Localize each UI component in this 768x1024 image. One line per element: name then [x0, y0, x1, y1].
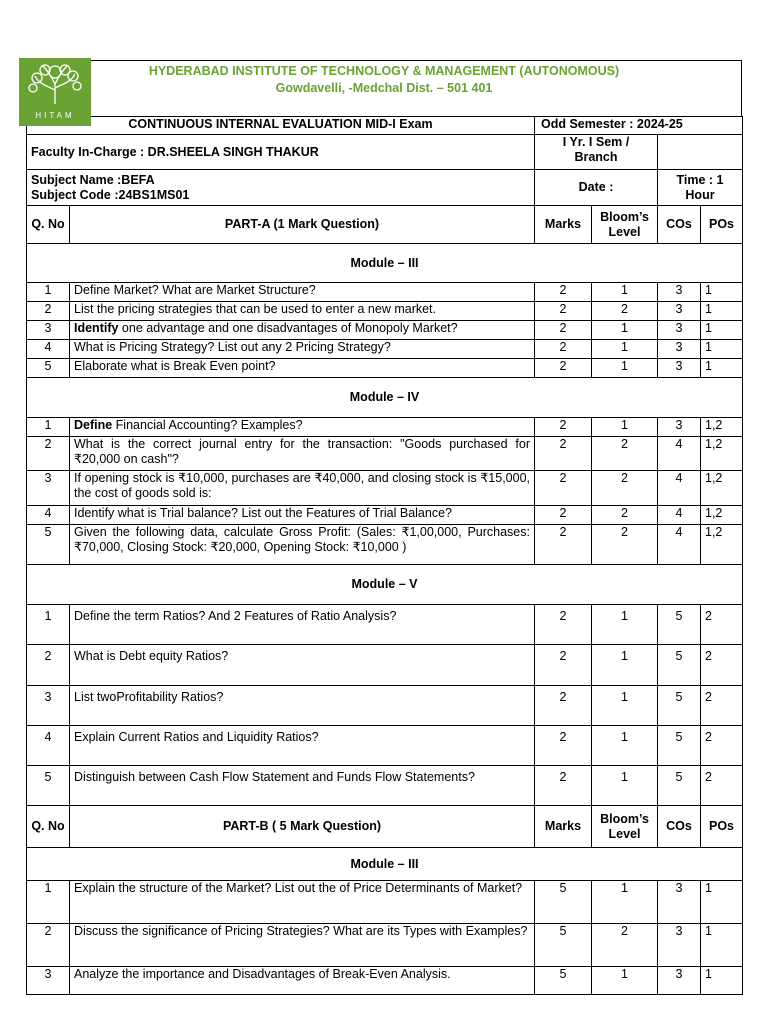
question-number: 2	[27, 645, 70, 686]
question-marks: 2	[535, 283, 592, 302]
question-po: 1	[701, 359, 743, 378]
question-po: 1	[701, 283, 743, 302]
question-marks: 2	[535, 605, 592, 645]
question-body: Analyze the importance and Disadvantages of Break-Even Analysis.	[74, 967, 451, 981]
question-po: 1	[701, 321, 743, 340]
question-text	[70, 471, 535, 506]
institute-address: Gowdavelli, -Medchal Dist. – 501 401	[275, 81, 493, 95]
question-lead-word: Identify	[74, 321, 119, 335]
question-bloom-level: 2	[592, 924, 658, 967]
semester: Odd Semester : 2024-25	[535, 117, 743, 135]
question-co: 4	[658, 506, 701, 525]
question-co: 5	[658, 766, 701, 806]
question-row	[27, 605, 743, 645]
question-po: 1,2	[701, 471, 743, 506]
question-row	[27, 321, 743, 340]
part-b-qno-header: Q. No	[27, 806, 70, 848]
question-marks: 2	[535, 766, 592, 806]
question-marks: 2	[535, 302, 592, 321]
module-heading: Module – V	[27, 565, 743, 605]
question-marks: 2	[535, 340, 592, 359]
question-number: 4	[27, 506, 70, 525]
question-body: Explain the structure of the Market? List out the of Price Determinants of Market?	[74, 881, 523, 895]
question-body: Define Market? What are Market Structure?	[74, 283, 316, 297]
part-a-qno-header: Q. No	[27, 206, 70, 244]
question-number: 3	[27, 471, 70, 506]
question-co: 5	[658, 645, 701, 686]
question-number: 3	[27, 686, 70, 726]
year-branch-value	[658, 135, 743, 170]
part-a-title: PART-A (1 Mark Question)	[70, 206, 535, 244]
question-bloom-level: 1	[592, 881, 658, 924]
question-marks: 2	[535, 506, 592, 525]
question-number: 1	[27, 283, 70, 302]
question-bloom-level: 2	[592, 437, 658, 471]
question-row	[27, 645, 743, 686]
question-text	[70, 506, 535, 525]
question-po: 1	[701, 302, 743, 321]
part-b-pos-header: POs	[701, 806, 743, 848]
question-number: 1	[27, 605, 70, 645]
question-text	[70, 967, 535, 995]
question-body: List the pricing strategies that can be used to enter a new market.	[74, 302, 437, 316]
question-marks: 2	[535, 471, 592, 506]
question-row	[27, 924, 743, 967]
question-number: 1	[27, 881, 70, 924]
question-row	[27, 283, 743, 302]
question-body: What is the correct journal entry for the transaction: "Goods purchased for ₹20,000 on cash"?	[74, 437, 530, 466]
question-text	[70, 766, 535, 806]
question-body: Identify what is Trial balance? List out the Features of Trial Balance?	[74, 506, 452, 520]
question-marks: 2	[535, 726, 592, 766]
question-co: 3	[658, 340, 701, 359]
question-text	[70, 302, 535, 321]
question-bloom-level: 1	[592, 766, 658, 806]
question-co: 5	[658, 605, 701, 645]
question-body: If opening stock is ₹10,000, purchases are ₹40,000, and closing stock is ₹15,000, the cost of goods sold is:	[74, 471, 530, 500]
question-co: 3	[658, 418, 701, 437]
question-po: 1,2	[701, 525, 743, 565]
subject-info	[27, 170, 535, 206]
question-body: Explain Current Ratios and Liquidity Ratios?	[74, 730, 319, 744]
question-co: 3	[658, 321, 701, 340]
question-body: Elaborate what is Break Even point?	[74, 359, 276, 373]
question-text	[70, 321, 535, 340]
question-bloom-level: 1	[592, 340, 658, 359]
year-branch: I Yr. I Sem / Branch	[535, 135, 658, 170]
part-a-marks-header: Marks	[535, 206, 592, 244]
question-row	[27, 726, 743, 766]
question-number: 2	[27, 924, 70, 967]
question-co: 4	[658, 437, 701, 471]
question-body: Financial Accounting? Examples?	[112, 418, 303, 432]
question-body: What is Pricing Strategy? List out any 2 Pricing Strategy?	[74, 340, 391, 354]
question-number: 5	[27, 766, 70, 806]
question-body: Distinguish between Cash Flow Statement and Funds Flow Statements?	[74, 770, 475, 784]
institute-name: HYDERABAD INSTITUTE OF TECHNOLOGY & MANAGEMENT (AUTONOMOUS)	[148, 64, 620, 78]
question-po: 1	[701, 967, 743, 995]
question-co: 3	[658, 967, 701, 995]
question-body: Discuss the significance of Pricing Strategies? What are its Types with Examples?	[74, 924, 528, 938]
question-text	[70, 437, 535, 471]
question-text	[70, 359, 535, 378]
question-co: 3	[658, 359, 701, 378]
question-marks: 5	[535, 881, 592, 924]
question-text	[70, 726, 535, 766]
institute-header	[26, 60, 742, 120]
subject-code: Subject Code :24BS1MS01	[31, 187, 190, 202]
question-marks: 2	[535, 645, 592, 686]
question-number: 5	[27, 359, 70, 378]
part-b-cos-header: COs	[658, 806, 701, 848]
question-marks: 2	[535, 418, 592, 437]
question-text	[70, 340, 535, 359]
question-body: What is Debt equity Ratios?	[74, 649, 229, 663]
time-label: Time : 1 Hour	[658, 170, 743, 206]
question-number: 1	[27, 418, 70, 437]
question-number: 4	[27, 340, 70, 359]
question-row	[27, 471, 743, 506]
question-number: 3	[27, 321, 70, 340]
question-marks: 2	[535, 525, 592, 565]
question-bloom-level: 1	[592, 726, 658, 766]
exam-paper	[26, 60, 742, 995]
question-po: 1,2	[701, 418, 743, 437]
question-row	[27, 437, 743, 471]
question-co: 5	[658, 726, 701, 766]
question-number: 4	[27, 726, 70, 766]
question-body: one advantage and one disadvantages of Monopoly Market?	[118, 321, 458, 335]
question-marks: 5	[535, 967, 592, 995]
question-text	[70, 881, 535, 924]
question-co: 4	[658, 525, 701, 565]
question-number: 5	[27, 525, 70, 565]
question-bloom-level: 1	[592, 686, 658, 726]
part-b-marks-header: Marks	[535, 806, 592, 848]
question-text	[70, 525, 535, 565]
question-row	[27, 359, 743, 378]
exam-title: CONTINUOUS INTERNAL EVALUATION MID-I Exam	[27, 117, 535, 135]
question-bloom-level: 2	[592, 525, 658, 565]
question-marks: 2	[535, 321, 592, 340]
part-a-blooms-header: Bloom’s Level	[592, 206, 658, 244]
question-row	[27, 418, 743, 437]
question-row	[27, 766, 743, 806]
part-a-cos-header: COs	[658, 206, 701, 244]
question-bloom-level: 1	[592, 418, 658, 437]
faculty-in-charge: Faculty In-Charge : DR.SHEELA SINGH THAKUR	[27, 135, 535, 170]
module-heading: Module – IV	[27, 378, 743, 418]
question-number: 2	[27, 302, 70, 321]
question-bloom-level: 2	[592, 506, 658, 525]
question-bloom-level: 2	[592, 302, 658, 321]
question-row	[27, 686, 743, 726]
question-row	[27, 967, 743, 995]
question-po: 2	[701, 605, 743, 645]
question-bloom-level: 1	[592, 359, 658, 378]
question-co: 4	[658, 471, 701, 506]
question-text	[70, 605, 535, 645]
question-marks: 2	[535, 437, 592, 471]
subject-name: Subject Name :BEFA	[31, 172, 155, 187]
question-text	[70, 924, 535, 967]
question-po: 1,2	[701, 506, 743, 525]
question-row	[27, 302, 743, 321]
question-row	[27, 340, 743, 359]
question-co: 3	[658, 924, 701, 967]
module-heading: Module – III	[27, 244, 743, 283]
question-po: 2	[701, 645, 743, 686]
question-text	[70, 645, 535, 686]
question-po: 1	[701, 881, 743, 924]
part-a-pos-header: POs	[701, 206, 743, 244]
question-text	[70, 686, 535, 726]
question-marks: 2	[535, 686, 592, 726]
date-label: Date :	[535, 170, 658, 206]
question-bloom-level: 1	[592, 645, 658, 686]
question-row	[27, 525, 743, 565]
question-row	[27, 881, 743, 924]
question-bloom-level: 1	[592, 321, 658, 340]
question-bloom-level: 1	[592, 967, 658, 995]
part-b-blooms-header: Bloom’s Level	[592, 806, 658, 848]
question-marks: 2	[535, 359, 592, 378]
question-po: 1	[701, 924, 743, 967]
question-marks: 5	[535, 924, 592, 967]
question-co: 3	[658, 283, 701, 302]
question-body: List twoProfitability Ratios?	[74, 690, 224, 704]
logo-text: HITAM	[35, 111, 75, 120]
question-po: 2	[701, 686, 743, 726]
question-co: 5	[658, 686, 701, 726]
question-bloom-level: 2	[592, 471, 658, 506]
question-text	[70, 418, 535, 437]
question-po: 2	[701, 726, 743, 766]
question-co: 3	[658, 302, 701, 321]
question-bloom-level: 1	[592, 605, 658, 645]
exam-table	[26, 116, 743, 995]
question-po: 2	[701, 766, 743, 806]
part-b-title: PART-B ( 5 Mark Question)	[70, 806, 535, 848]
question-po: 1,2	[701, 437, 743, 471]
question-row	[27, 506, 743, 525]
question-text	[70, 283, 535, 302]
question-bloom-level: 1	[592, 283, 658, 302]
question-co: 3	[658, 881, 701, 924]
question-body: Define the term Ratios? And 2 Features of Ratio Analysis?	[74, 609, 397, 623]
question-po: 1	[701, 340, 743, 359]
question-lead-word: Define	[74, 418, 113, 432]
question-number: 2	[27, 437, 70, 471]
question-body: Given the following data, calculate Gross Profit: (Sales: ₹1,00,000, Purchases: ₹70,000, Closing Stock: ₹20,000, Opening Stock: ₹10,000 )	[74, 525, 530, 554]
question-number: 3	[27, 967, 70, 995]
module-heading: Module – III	[27, 848, 743, 881]
